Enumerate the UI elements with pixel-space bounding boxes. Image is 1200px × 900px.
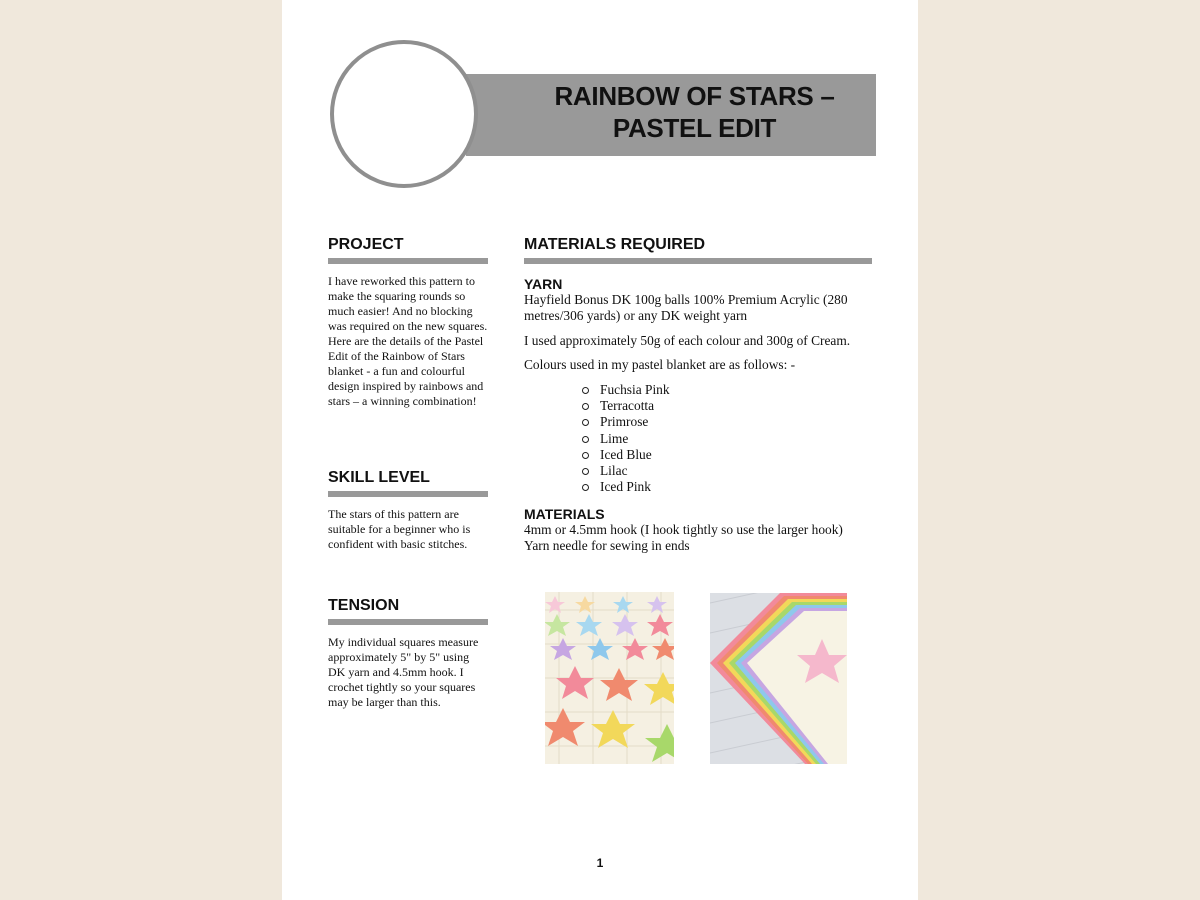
bullet-icon (582, 387, 589, 394)
project-section (328, 236, 488, 409)
project-text: I have reworked this pattern to make the squaring rounds so much easier! And no blocking was required on the new squares. Here are the details of the Pastel Edit of the Rainbow of Stars blanket - a fun and colourful design inspired by rainbows and stars – a winning combination! (328, 274, 488, 408)
skill-level-heading: SKILL LEVEL (328, 469, 488, 497)
materials-line: 4mm or 4.5mm hook (I hook tightly so use the larger hook) (524, 521, 843, 537)
rainbow-border-image (710, 593, 847, 764)
list-item: Primrose (582, 414, 872, 430)
yarn-text: Hayfield Bonus DK 100g balls 100% Premium Acrylic (280 metres/306 yards) or any DK weight yarn (524, 292, 848, 324)
skill-level-text: The stars of this pattern are suitable for a beginner who is confident with basic stitches. (328, 507, 471, 551)
list-item: Iced Blue (582, 447, 872, 463)
materials-required-heading: MATERIALS REQUIRED (524, 236, 872, 264)
list-item: Terracotta (582, 398, 872, 414)
bullet-icon (582, 484, 589, 491)
materials-line: Yarn needle for sewing in ends (524, 538, 690, 554)
usage-text: I used approximately 50g of each colour and 300g of Cream. (524, 332, 851, 348)
project-heading: PROJECT (328, 236, 488, 264)
list-item: Lilac (582, 463, 872, 479)
bullet-icon (582, 403, 589, 410)
list-item: Iced Pink (582, 479, 872, 495)
materials-heading: MATERIALS (524, 505, 605, 522)
list-item: Lime (582, 431, 872, 447)
skill-level-section (328, 469, 488, 552)
list-item: Fuchsia Pink (582, 382, 872, 398)
colour-list (524, 382, 872, 496)
blanket-stars-photo (545, 592, 674, 764)
page-title: RAINBOW OF STARS – PASTEL EDIT (554, 81, 835, 143)
tension-text: My individual squares measure approximately 5" by 5" using DK yarn and 4.5mm hook. I crochet tightly so your squares may be larger than this. (328, 635, 479, 709)
bullet-icon (582, 436, 589, 443)
tension-section (328, 597, 488, 710)
bullet-icon (582, 452, 589, 459)
bullet-icon (582, 468, 589, 475)
rainbow-border-photo (710, 593, 847, 764)
page-number: 1 (596, 856, 604, 870)
blanket-stars-image (545, 592, 674, 764)
title-circle-decoration (330, 40, 478, 188)
materials-required-section (524, 236, 872, 555)
document-page (282, 0, 918, 900)
tension-heading: TENSION (328, 597, 488, 625)
bullet-icon (582, 419, 589, 426)
colours-intro: Colours used in my pastel blanket are as follows: - (524, 357, 796, 373)
yarn-heading: YARN (524, 276, 563, 292)
